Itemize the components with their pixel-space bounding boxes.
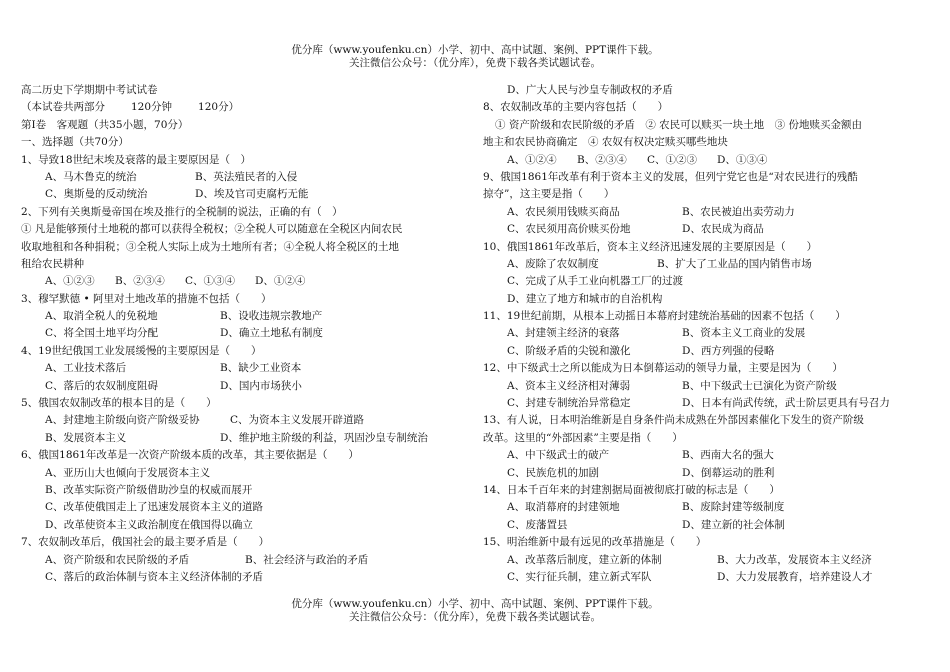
question-1-option-d: D、埃及官司吏腐朽无能 (195, 188, 309, 201)
question-11-option-b: B、资本主义工商业的发展 (682, 327, 806, 340)
question-11-stem: 11、19世纪前期，从根本上动摇日本幕府封建统治基础的因素不包括（ ） (483, 310, 846, 323)
question-6-stem: 6、俄国1861年改革是一次资产阶级本质的改革，其主要依据是（ ） (21, 449, 359, 462)
part-heading: 第Ⅰ卷 客观题（共35小题，70分） (21, 118, 189, 131)
question-6-option-d: D、改革使资本主义政治制度在俄国得以确立 (45, 518, 253, 531)
question-9-option-b: B、农民被迫出卖劳动力 (682, 205, 795, 218)
question-7-option-b: B、社会经济与政治的矛盾 (245, 553, 369, 566)
bottom-banner-line2: 关注微信公众号：（优分库），免费下载各类试题试卷。 (349, 611, 601, 623)
question-13-option-b: B、西南大名的强大 (682, 449, 774, 462)
question-5-stem: 5、俄国农奴制改革的根本目的是（ ） (21, 397, 217, 410)
section-heading: 一、选择题（共70分） (21, 136, 129, 149)
question-3-option-c: C、将全国土地平均分配 (45, 327, 159, 340)
question-2-option-b: B、②③④ (115, 275, 165, 288)
question-8-option-c: C、①②③ (647, 153, 698, 166)
question-8-option-a: A、①②④ (507, 153, 557, 166)
bottom-banner (0, 598, 950, 624)
bottom-banner-line1: 优分库（www.youfenku.cn）小学、初中、高中试题、案例、PPT课件下载。 (291, 598, 659, 610)
question-10-option-c: C、完成了从手工业向机器工厂的过渡 (507, 275, 684, 288)
left-column (21, 82, 466, 586)
question-4-option-b: B、缺少工业资本 (220, 362, 302, 375)
question-14-option-a: A、取消幕府的封建领地 (507, 501, 620, 514)
question-10-option-a: A、废除了农奴制度 (507, 257, 599, 270)
exam-info-time: 120分钟 (131, 101, 173, 114)
question-13-option-c: C、民族危机的加剧 (507, 466, 600, 479)
top-banner (0, 44, 950, 70)
top-banner-line1: 优分库（www.youfenku.cn）小学、初中、高中试题、案例、PPT课件下载。 (291, 44, 659, 56)
question-1-stem: 1、导致18世纪末埃及衰落的最主要原因是（ ） (21, 153, 252, 166)
question-13-option-d: D、倒幕运动的胜利 (682, 466, 775, 479)
right-column (483, 82, 933, 586)
question-5-option-b: B、发展资本主义 (45, 431, 127, 444)
question-15-option-d: D、大力发展教育，培养建设人才 (717, 570, 873, 583)
question-13-stem-line2: 改革。这里的“外部因素”主要是指（ ） (483, 431, 683, 444)
question-11-option-d: D、西方列强的侵略 (682, 344, 775, 357)
question-9-option-a: A、农民须用钱赎买商品 (507, 205, 620, 218)
question-3-stem: 3、穆罕默德 • 阿里对土地改革的措施不包括（ ） (21, 292, 272, 305)
question-13-stem-line1: 13、有人说，日本明治维新是自身条件尚未成熟在外部因素催化下发生的资产阶级 (483, 414, 864, 427)
question-14-option-d: D、建立新的社会体制 (682, 518, 785, 531)
question-2-stem: 2、下列有关奥斯曼帝国在埃及推行的全税制的说法，正确的有（ ） (21, 205, 343, 218)
question-15-option-a: A、改革落后制度，建立新的体制 (507, 553, 662, 566)
question-3-option-b: B、设收违规宗教地产 (220, 310, 323, 323)
question-15-option-b: B、大力改革，发展资本主义经济 (717, 553, 872, 566)
question-12-option-b: B、中下级武士已演化为资产阶级 (682, 379, 837, 392)
question-14-stem: 14、日本千百年来的封建割据局面被彻底打破的标志是（ ） (483, 483, 780, 496)
question-2-option-d: D、①②④ (255, 275, 306, 288)
question-10-option-b: B、扩大了工业品的国内销售市场 (657, 257, 812, 270)
question-3-option-a: A、取消全税人的免税地 (45, 310, 158, 323)
question-12-option-d: D、日本有尚武传统，武士阶层更具有号召力 (682, 397, 890, 410)
question-10-option-d: D、建立了地方和城市的自治机构 (507, 292, 663, 305)
question-13-option-a: A、中下级武士的破产 (507, 449, 610, 462)
question-4-option-d: D、国内市场狭小 (220, 379, 302, 392)
question-11-option-c: C、阶级矛盾的尖锐和激化 (507, 344, 631, 357)
question-14-option-b: B、废除封建等级制度 (682, 501, 785, 514)
question-5-option-a: A、封建地主阶级向资产阶级妥协 (45, 414, 200, 427)
question-7-option-a: A、资产阶级和农民阶级的矛盾 (45, 553, 190, 566)
question-15-option-c: C、实行征兵制，建立新式军队 (507, 570, 652, 583)
question-5-option-c: C、为资本主义发展开辟道路 (230, 414, 365, 427)
question-9-option-d: D、农民成为商品 (682, 223, 764, 236)
question-1-option-b: B、英法殖民者的入侵 (195, 170, 298, 183)
question-9-stem-line1: 9、俄国1861年改革有利于资本主义的发展，但列宁党它也是“对农民进行的残酷 (483, 170, 858, 183)
question-12-option-a: A、资本主义经济相对薄弱 (507, 379, 631, 392)
question-2-text-line2: 收取地租和各种捐税；③全税人实际上成为土地所有者；④全税人将全税区的土地 (21, 240, 399, 253)
question-3-option-d: D、确立土地私有制度 (220, 327, 323, 340)
question-14-option-c: C、废藩置县 (507, 518, 568, 531)
question-8-option-b: B、②③④ (577, 153, 627, 166)
question-4-option-c: C、落后的农奴制度阻碍 (45, 379, 159, 392)
top-banner-line2: 关注微信公众号：（优分库），免费下载各类试题试卷。 (349, 57, 601, 69)
question-8-text-line2: 地主和农民协商确定 ④ 农奴有权决定赎买哪些地块 (483, 136, 728, 149)
question-10-stem: 10、俄国1861年改革后，资本主义经济迅速发展的主要原因是（ ） (483, 240, 818, 253)
question-12-stem: 12、中下级武士之所以能成为日本倒幕运动的领导力量，主要是因为（ ） (483, 362, 843, 375)
question-12-option-c: C、封建专制统治异常稳定 (507, 397, 631, 410)
question-8-stem: 8、农奴制改革的主要内容包括（ ） (483, 101, 669, 114)
question-7-option-c: C、落后的政治体制与资本主义经济体制的矛盾 (45, 570, 264, 583)
question-1-option-c: C、奥斯曼的反动统治 (45, 188, 148, 201)
exam-info-score: 120分） (198, 101, 240, 114)
exam-info (21, 99, 466, 116)
exam-info-parts: （本试卷共两部分 (21, 101, 105, 114)
question-11-option-a: A、封建领主经济的衰落 (507, 327, 620, 340)
question-2-text-line1: ① 凡是能够预付土地税的都可以获得全税权；②全税人可以随意在全税区内间农民 (21, 223, 403, 236)
question-7-option-d: D、广大人民与沙皇专制政权的矛盾 (507, 84, 673, 96)
question-6-option-a: A、亚历山大也倾向于发展资本主义 (45, 466, 211, 479)
question-8-option-d: D、①③④ (717, 153, 768, 166)
question-9-stem-line2: 掠夺”，这主要是指（ ） (483, 188, 615, 201)
question-2-option-a: A、①②③ (45, 275, 95, 288)
question-4-option-a: A、工业技术落后 (45, 362, 127, 375)
question-2-option-c: C、①③④ (185, 275, 236, 288)
question-6-option-b: B、改革实际资产阶级借助沙皇的权威而展开 (45, 483, 253, 496)
question-6-option-c: C、改革使俄国走上了迅速发展资本主义的道路 (45, 501, 264, 514)
question-2-text-line3: 租给农民耕种 (21, 257, 84, 270)
question-15-stem: 15、明治维新中最有远见的改革措施是（ ） (483, 536, 707, 549)
question-5-option-d: D、维护地主阶级的利益，巩固沙皇专制统治 (220, 431, 428, 444)
question-9-option-c: C、农民须用高价赎买份地 (507, 223, 631, 236)
question-4-stem: 4、19世纪俄国工业发展缓慢的主要原因是（ ） (21, 344, 262, 357)
question-8-text-line1: ① 资产阶级和农民阶级的矛盾 ② 农民可以赎买一块土地 ③ 份地赎买金额由 (495, 118, 863, 131)
question-1-option-a: A、马木鲁克的统治 (45, 170, 137, 183)
exam-title: 高二历史下学期期中考试试卷 (21, 84, 158, 96)
question-7-stem: 7、农奴制改革后，俄国社会的最主要矛盾是（ ） (21, 536, 270, 549)
